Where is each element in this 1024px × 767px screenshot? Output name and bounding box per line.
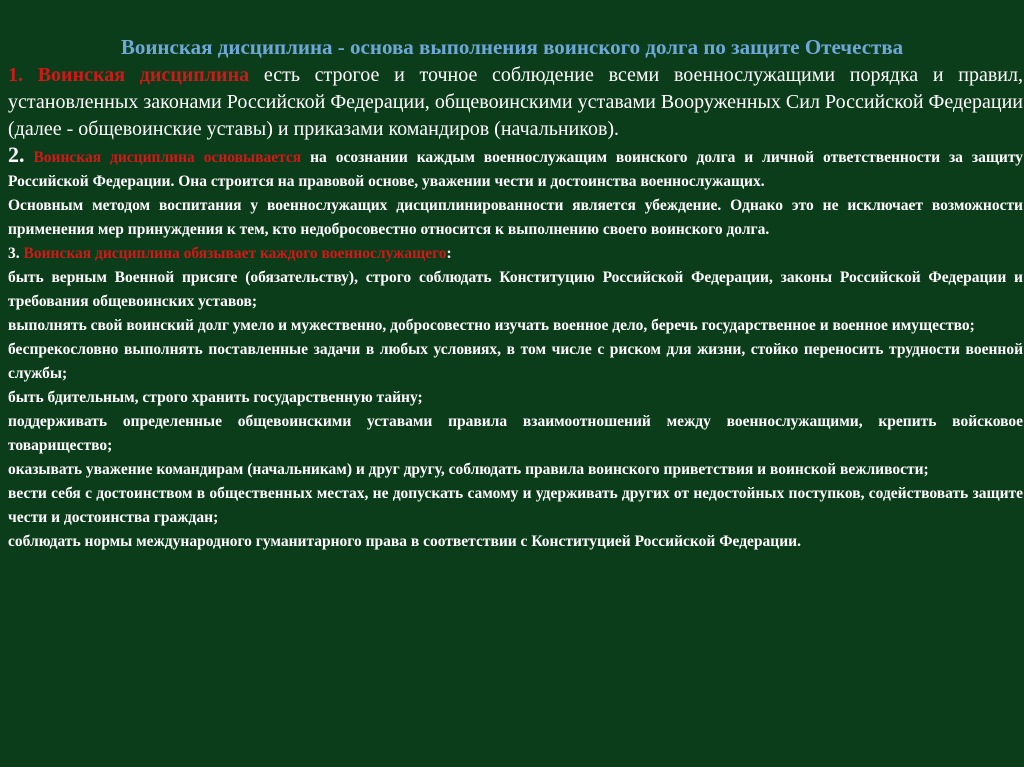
section1-text: есть строгое и точное соблюдение всеми военнослужащими порядка и правил, установленных законами Российской Федерации, общевоинскими уставами Вооруженных Сил Российской Федерации (далее - общевоинские уставы) и приказами командиров (начальников). <box>8 64 1023 140</box>
list-item: поддерживать определенные общевоинскими уставами правила взаимоотношений между военнослужащими, крепить войсковое товарищество; <box>8 413 1023 454</box>
slide-title: Воинская дисциплина - основа выполнения воинского долга по защите Отечества <box>120 35 904 59</box>
list-item: оказывать уважение командирам (начальникам) и друг другу, соблюдать правила воинского приветствия и воинской вежливости; <box>8 461 929 478</box>
section3-term: Воинская дисциплина обязывает каждого военнослужащего <box>23 245 447 262</box>
paragraph-method: Основным методом воспитания у военнослужащих дисциплинированности является убеждение. Однако это не исключает возможности применения мер принуждения к тем, кто недобросовестно относится к выполнению своего воинского долга. <box>8 197 1023 238</box>
section3-colon: : <box>446 245 452 262</box>
section3-heading <box>8 242 1023 266</box>
list-item: соблюдать нормы международного гуманитарного права в соответствии с Конституцией Российской Федерации. <box>8 533 801 550</box>
paragraph-basis <box>8 143 1023 194</box>
section3-number: 3. <box>8 245 20 262</box>
list-item: быть бдительным, строго хранить государственную тайну; <box>8 389 423 406</box>
section2-term: Воинская дисциплина основывается <box>33 149 302 166</box>
list-item: вести себя с достоинством в общественных местах, не допускать самому и удерживать других от недостойных поступков, содействовать защите чести и достоинства граждан; <box>8 485 1023 526</box>
section1-term: Воинская дисциплина <box>37 64 250 86</box>
paragraph-definition <box>8 62 1023 143</box>
list-item: выполнять свой воинский долг умело и мужественно, добросовестно изучать военное дело, беречь государственное и военное имущество; <box>8 317 975 334</box>
list-item: быть верным Военной присяге (обязательству), строго соблюдать Конституцию Российской Федерации, законы Российской Федерации и требования общевоинских уставов; <box>8 269 1023 310</box>
section1-number: 1. <box>8 64 23 86</box>
list-item: беспрекословно выполнять поставленные задачи в любых условиях, в том числе с риском для жизни, стойко переносить трудности военной службы; <box>8 341 1023 382</box>
section2-text: на осознании каждым военнослужащим воинского долга и личной ответственности за защиту Российской Федерации. Она строится на правовой основе, уважении чести и достоинства военнослужащих. <box>8 149 1024 190</box>
section2-number: 2. <box>8 142 25 167</box>
slide-body <box>8 62 1023 554</box>
